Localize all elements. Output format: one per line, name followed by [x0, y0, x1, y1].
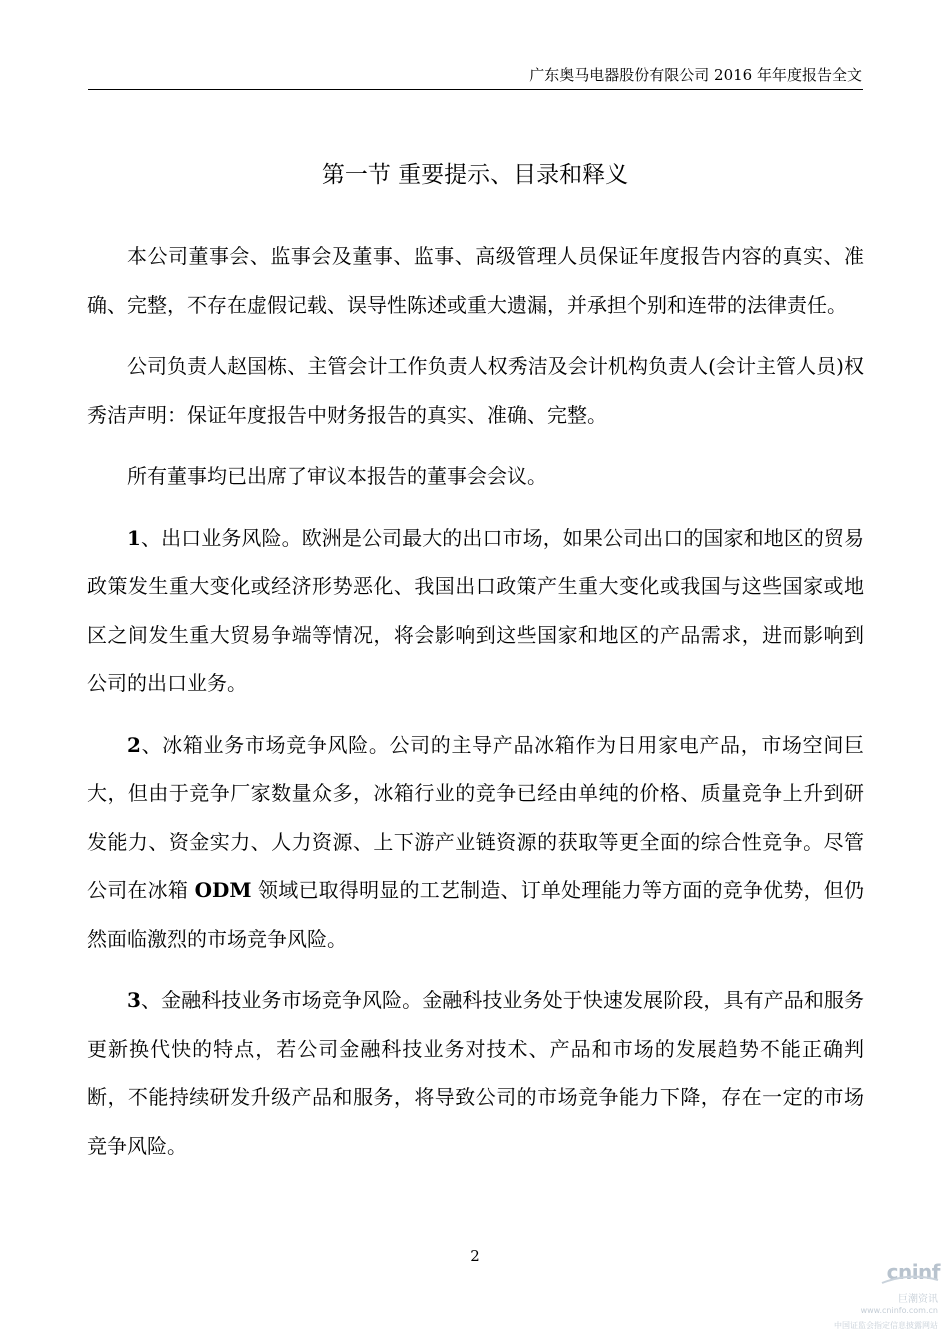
- page-number: 2: [470, 1247, 480, 1265]
- report-header-title: 广东奥马电器股份有限公司 2016 年年度报告全文: [529, 66, 862, 84]
- paragraph-risk-fintech: [87, 976, 864, 1170]
- risk-text: 、金融科技业务市场竞争风险。金融科技业务处于快速发展阶段，具有产品和服务更新换代快的特点，若公司金融科技业务对技术、产品和市场的发展趋势不能正确判断，不能持续研发升级产品和服务，将导致公司的市场竞争能力下降，存在一定的市场竞争风险。: [87, 988, 864, 1158]
- cninfo-watermark: [830, 1260, 940, 1338]
- cninfo-name: 巨潮资讯: [898, 1294, 938, 1305]
- header-divider: [88, 89, 863, 90]
- risk-number: 3: [127, 988, 141, 1012]
- paragraph-responsible-persons: 公司负责人赵国栋、主管会计工作负责人权秀洁及会计机构负责人(会计主管人员)权秀洁声明：保证年度报告中财务报告的真实、准确、完整。: [87, 354, 864, 427]
- paragraph-board-guarantee: 本公司董事会、监事会及董事、监事、高级管理人员保证年度报告内容的真实、准确、完整，不存在虚假记载、误导性陈述或重大遗漏，并承担个别和连带的法律责任。: [87, 244, 864, 317]
- paragraph-risk-refrigerator: [87, 721, 864, 964]
- risk-text: 、冰箱业务市场竞争风险。公司的主导产品冰箱作为日用家电产品，市场空间巨大，但由于竞争厂家数量众多，冰箱行业的竞争已经由单纯的价格、质量竞争上升到研发能力、资金实力、人力资源、上下游产业链资源的获取等更全面的综合性竞争。尽管公司在冰箱: [87, 732, 864, 902]
- paragraph-directors-attendance: 所有董事均已出席了审议本报告的董事会会议。: [127, 464, 547, 488]
- section-title: 第一节 重要提示、目录和释义: [321, 162, 629, 188]
- cninfo-logo: cninf: [886, 1260, 940, 1284]
- cninfo-url: www.cninfo.com.cn: [860, 1306, 938, 1315]
- risk-number: 1: [127, 525, 141, 550]
- risk-text: 领域已取得明显的工艺制造、订单处理能力等方面的竞争优势，但仍然面临激烈的市场竞争风险。: [87, 878, 865, 951]
- cninfo-swoosh-icon: [830, 1274, 940, 1286]
- risk-text: 、出口业务风险。欧洲是公司最大的出口市场，如果公司出口的国家和地区的贸易政策发生重大变化或经济形势恶化、我国出口政策产生重大变化或我国与这些国家或地区之间发生重大贸易争端等情况，将会影响到这些国家和地区的产品需求，进而影响到公司的出口业务。: [87, 525, 864, 695]
- document-body: [87, 232, 864, 1183]
- paragraph-risk-export: [87, 514, 864, 708]
- cninfo-tagline: 中国证监会指定信息披露网站: [834, 1321, 938, 1330]
- odm-term: ODM: [194, 878, 252, 902]
- risk-number: 2: [127, 732, 141, 757]
